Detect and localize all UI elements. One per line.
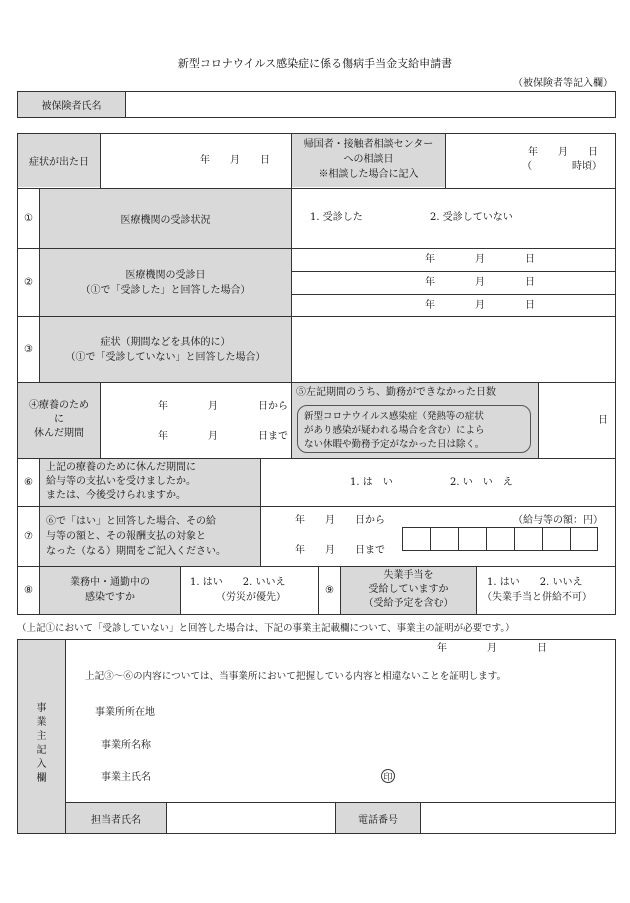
row6-num: ⑥ bbox=[24, 477, 33, 488]
phone-field[interactable] bbox=[421, 803, 615, 833]
center-date[interactable]: 年 月 日 bbox=[528, 147, 598, 158]
employer-note: （上記①において「受診していない」と回答した場合は、下記の事業主記載欄について、事業主の証明が必要です。） bbox=[17, 623, 515, 634]
row8-label: 業務中・通勤中の 感染ですか bbox=[40, 567, 180, 614]
center-label: 帰国者・接触者相談センター への相談日 ※相談した場合に記入 bbox=[292, 134, 445, 187]
employer-date[interactable]: 年 月 日 bbox=[437, 643, 547, 654]
insured-name-field[interactable] bbox=[126, 92, 615, 117]
seal-mark: 印 bbox=[381, 769, 395, 783]
row2-num: ② bbox=[24, 277, 33, 288]
phone-label: 電話番号 bbox=[336, 803, 420, 833]
page-title: 新型コロナウイルス感染症に係る傷病手当金支給申請書 bbox=[177, 57, 453, 70]
row7-num: ⑦ bbox=[24, 531, 33, 542]
employer-owner-label: 事業主氏名 bbox=[101, 772, 151, 783]
row8-options[interactable]: 1. はい 2. いいえ bbox=[190, 577, 286, 588]
row8-note: （労災が優先） bbox=[216, 592, 286, 603]
row4-note-box: 新型コロナウイルス感染症（発熱等の症状 があり感染が疑われる場合を含む）によら ない休暇や勤務予定がなかった日は除く。 bbox=[297, 405, 531, 453]
row7-amount-field[interactable] bbox=[402, 527, 598, 551]
row2-date-2[interactable]: 年 月 日 bbox=[425, 277, 535, 288]
row2-date-3[interactable]: 年 月 日 bbox=[425, 300, 535, 311]
row1-option-2[interactable]: 2. 受診していない bbox=[430, 212, 513, 223]
employer-address-label: 事業所所在地 bbox=[95, 707, 155, 718]
row9-num: ⑨ bbox=[325, 585, 334, 596]
insured-name-label: 被保険者氏名 bbox=[18, 92, 126, 117]
row6-label: 上記の療養のために休んだ期間に 給与等の支払いを受けましたか。 または、今後受けられますか。 bbox=[40, 459, 260, 506]
row8-num: ⑧ bbox=[24, 585, 33, 596]
employer-name-label: 事業所名称 bbox=[101, 740, 151, 751]
row4-to[interactable]: 年 月 日まで bbox=[158, 431, 288, 442]
row3-num: ③ bbox=[24, 344, 33, 355]
row9-options[interactable]: 1. はい 2. いいえ bbox=[487, 577, 583, 588]
center-time[interactable]: （ 時頃） bbox=[522, 161, 602, 172]
row9-note: （失業手当と併給不可） bbox=[482, 592, 592, 603]
employer-side-label: 事 業 主 記 入 欄 bbox=[18, 640, 65, 833]
subtitle: （被保険者等記入欄） bbox=[513, 78, 613, 89]
row4-days-label: ⑤左記期間のうち、勤務ができなかった日数 新型コロナウイルス感染症（発熱等の症状 があり感染が疑われる場合を含む）によら ない休暇や勤務予定がなかった日は除く。 bbox=[292, 383, 538, 458]
row1-num: ① bbox=[24, 213, 33, 224]
row4-days-unit: 日 bbox=[598, 415, 608, 426]
contact-field[interactable] bbox=[167, 803, 335, 833]
insured-name-row bbox=[17, 91, 616, 118]
row7-to[interactable]: 年 月 日まで bbox=[295, 545, 385, 556]
row3-field[interactable] bbox=[292, 317, 616, 382]
row1-label: 医療機関の受診状況 bbox=[40, 189, 291, 248]
row7-label: ⑥で「はい」と回答した場合、その給 与等の額と、その報酬支払の対象と なった（なる）期間をご記入ください。 bbox=[40, 507, 260, 566]
row6-option-1[interactable]: 1. は い bbox=[350, 477, 393, 488]
row4-from[interactable]: 年 月 日から bbox=[158, 401, 288, 412]
row9-label: 失業手当を 受給していますか （受給予定を含む） bbox=[341, 567, 476, 614]
row2-label: 医療機関の受診日 （①で「受診した」と回答した場合） bbox=[40, 249, 291, 316]
row6-option-2[interactable]: 2. い い え bbox=[450, 477, 513, 488]
row7-amount-label: （給与等の額：円） bbox=[513, 515, 603, 526]
row4-label: ④療養のため に 休んだ期間 bbox=[18, 383, 100, 458]
contact-label: 担当者氏名 bbox=[66, 803, 166, 833]
row2-date-1[interactable]: 年 月 日 bbox=[425, 254, 535, 265]
employer-cert: 上記③～⑥の内容については、当事業所において把握している内容と相違ないことを証明します。 bbox=[85, 671, 507, 682]
symptom-label: 症状が出た日 bbox=[18, 134, 100, 187]
row1-option-1[interactable]: 1. 受診した bbox=[310, 212, 363, 223]
row3-label: 症状（期間などを具体的に） （①で「受診していない」と回答した場合） bbox=[40, 317, 291, 382]
symptom-date[interactable]: 年 月 日 bbox=[200, 155, 270, 166]
row7-from[interactable]: 年 月 日から bbox=[295, 515, 385, 526]
